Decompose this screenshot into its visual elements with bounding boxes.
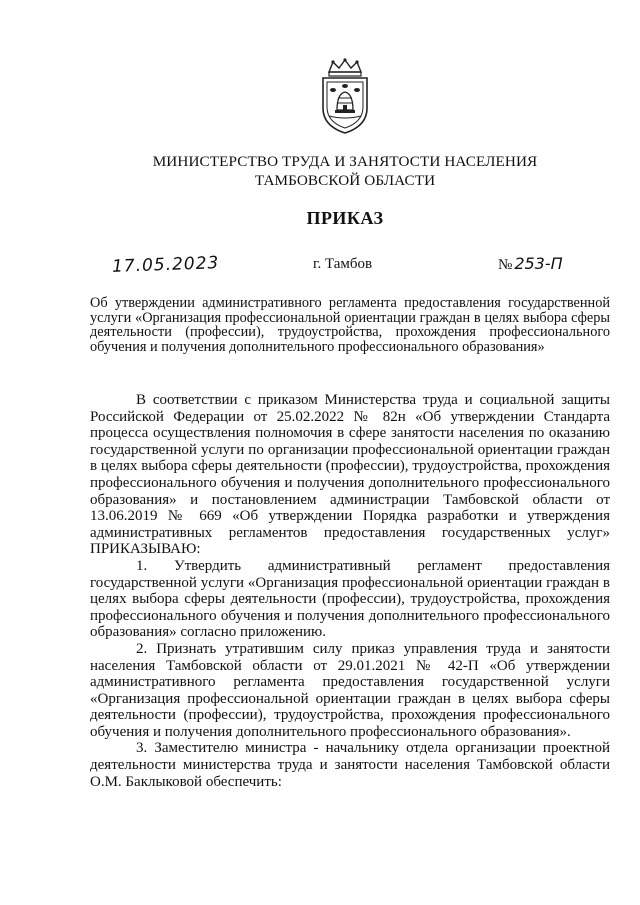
order-date: 17.05.2023 <box>111 253 220 277</box>
preamble-paragraph: В соответствии с приказом Министерства труда и социальной защиты Российской Федерации от 25.02.2022 № 82н «Об утверждении Стандарта процесса осуществления полномочия в сфере занятости населения по оказанию государственной услуги по организации профессиональной ориентации граждан в целях выбора сферы деятельности (профессии), трудоустройства, прохождения профессионального обучения и получения дополнительного профессионального образования» и постановлением администрации Тамбовской области от 13.06.2019 № 669 «Об утверждении Порядка разработки и утверждения административных регламентов предоставления государственных услуг» ПРИКАЗЫВАЮ: <box>90 392 610 558</box>
number-value: 253-П <box>514 254 563 273</box>
ministry-name <box>0 152 640 190</box>
item-3-paragraph: 3. Заместителю министра - начальнику отдела организации проектной деятельности министерства труда и занятости населения Тамбовской области О.М. Баклыковой обеспечить: <box>90 740 610 790</box>
item-2-paragraph: 2. Признать утратившим силу приказ управления труда и занятости населения Тамбовской области от 29.01.2021 № 42-П «Об утверждении административного регламента предоставления государственной услуги «Организация профессиональной ориентации граждан в целях выбора сферы деятельности (профессии), трудоустройства, прохождения профессионального обучения и получения дополнительного профессионального образования». <box>90 640 610 740</box>
order-city: г. Тамбов <box>313 256 373 272</box>
order-title: ПРИКАЗ <box>306 208 384 228</box>
item-1-paragraph: 1. Утвердить административный регламент предоставления государственной услуги «Организация профессиональной ориентации граждан в целях выбора сферы деятельности (профессии), трудоустройства, прохождения профессионального обучения и получения дополнительного профессионального образования» согласно приложению. <box>90 557 610 641</box>
order-number <box>498 254 563 274</box>
ministry-line-2: ТАМБОВСКОЙ ОБЛАСТИ <box>254 172 436 189</box>
order-body <box>90 392 610 790</box>
order-subject: Об утверждении административного регламента предоставления государственной услуги «Организация профессиональной ориентации граждан в целях выбора сферы деятельности (профессии), трудоустройства, прохождения профессионального обучения и получения дополнительного профессионального образования» <box>90 295 610 355</box>
number-prefix: № <box>498 257 513 273</box>
tambov-coat-of-arms-icon <box>315 58 375 136</box>
ministry-line-1: МИНИСТЕРСТВО ТРУДА И ЗАНЯТОСТИ НАСЕЛЕНИЯ <box>152 153 538 170</box>
